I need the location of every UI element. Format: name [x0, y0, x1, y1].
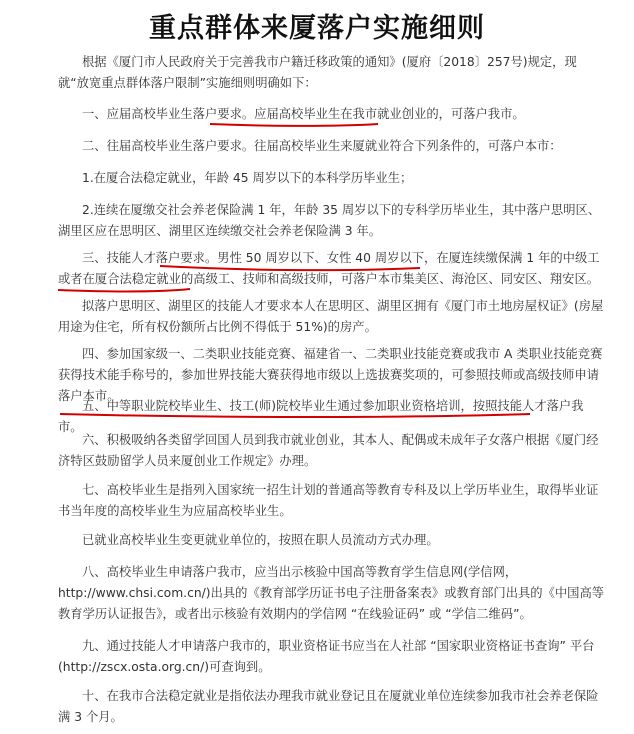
clause-2-item-1: 1.在厦合法稳定就业，年龄 45 周岁以下的本科学历毕业生； [82, 171, 413, 185]
clause-1: 一、应届高校毕业生落户要求。应届高校毕业生在我市就业创业的，可落户我市。 [82, 107, 525, 121]
clause-7: 七、高校毕业生是指列入国家统一招生计划的普通高等教育专科及以上学历毕业生，取得毕业证书当年度的高校毕业生为应届高校毕业生。 [58, 483, 599, 518]
clause-9: 九、通过技能人才申请落户我市的，职业资格证书应当在人社部 “国家职业资格证书查询” 平台(http://zscx.osta.org.cn/)可查询到。 [58, 639, 595, 674]
clause-2: 二、往届高校毕业生落户要求。往届高校毕业生来厦就业符合下列条件的，可落户本市： [82, 139, 562, 153]
clause-4: 四、参加国家级一、二类职业技能竞赛、福建省一、二类职业技能竞赛或我市 A 类职业技能竞赛获得技术能手称号的，参加世界技能大赛获得地市级以上选拔赛奖项的，可参照技师或高级技师申请落户本市。 [58, 347, 603, 403]
clause-5: 五、中等职业院校毕业生、技工(师)院校毕业生通过参加职业资格培训，按照技能人才落户我市。 [58, 399, 584, 434]
clause-6: 六、积极吸纳各类留学回国人员到我市就业创业，其本人、配偶或未成年子女落户根据《厦门经济特区鼓励留学人员来厦创业工作规定》办理。 [58, 433, 599, 468]
clause-3-note: 拟落户思明区、湖里区的技能人才要求本人在思明区、湖里区拥有《厦门市土地房屋权证》(房屋用途为住宅，所有权份额所占比例不得低于 51%)的房产。 [58, 299, 604, 334]
clause-2-item-2: 2.连续在厦缴交社会养老保险满 1 年，年龄 35 周岁以下的专科学历毕业生，其中落户思明区、湖里区应在思明区、湖里区连续缴交社会养老保险满 3 年。 [58, 203, 601, 238]
clause-8: 八、高校毕业生申请落户我市，应当出示核验中国高等教育学生信息网(学信网，http://www.chsi.com.cn/)出具的《教育部学历证书电子注册备案表》或教育部门出具的《中国高等教育学历认证报告》，或者出示核验有效期内的学信网 “在线验证码” 或 “学信二维码”。 [58, 565, 605, 621]
intro-paragraph: 根据《厦门市人民政府关于完善我市户籍迁移政策的通知》(厦府〔2018〕257号)规定，现就“放宽重点群体落户限制”实施细则明确如下： [58, 55, 577, 90]
clause-10: 十、在我市合法稳定就业是指依法办理我市就业登记且在厦就业单位连续参加我市社会养老保险满 3 个月。 [58, 689, 599, 724]
clause-3: 三、技能人才落户要求。男性 50 周岁以下、女性 40 周岁以下，在厦连续缴保满 1 年的中级工或者在厦合法稳定就业的高级工、技师和高级技师，可落户本市集美区、海沧区、同安区、翔安区。 [58, 251, 600, 286]
page-title: 重点群体来厦落户实施细则 [149, 13, 485, 44]
clause-7-note: 已就业高校毕业生变更就业单位的，按照在职人员流动方式办理。 [82, 533, 439, 547]
